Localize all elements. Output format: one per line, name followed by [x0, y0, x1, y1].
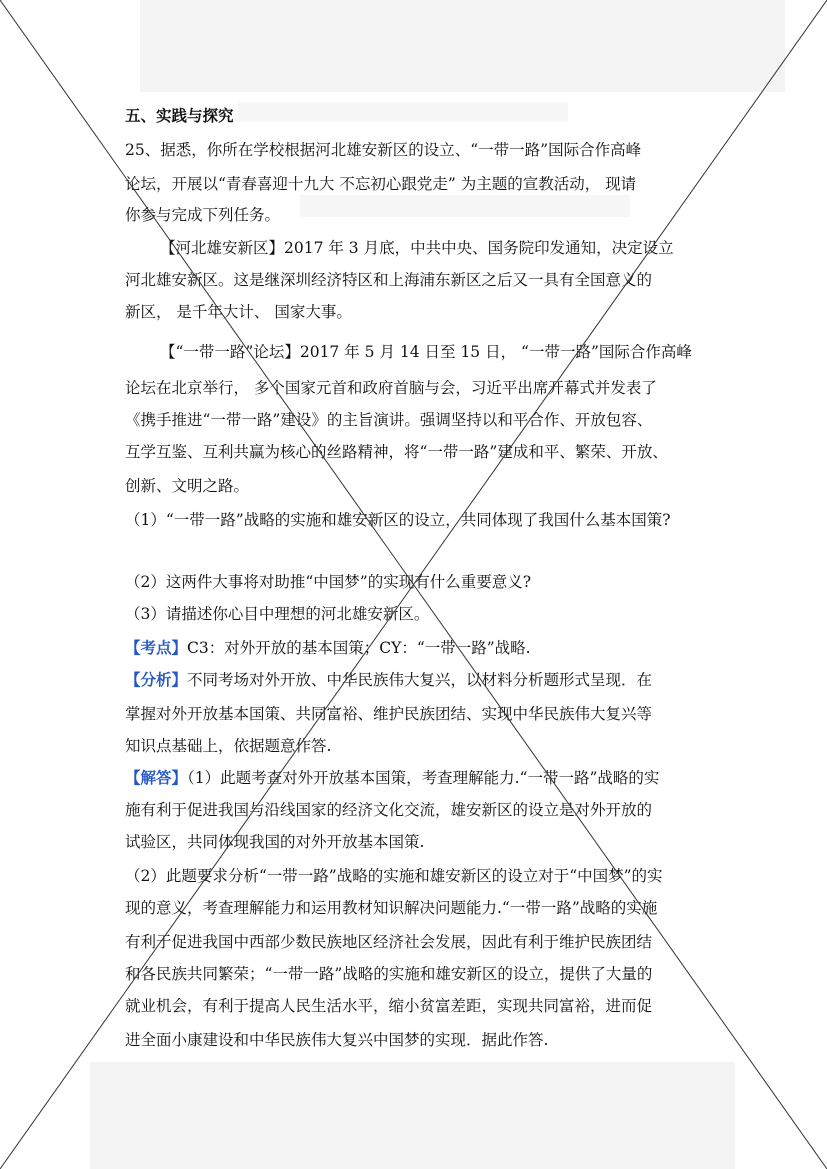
jieda-line: 现的意义，考查理解能力和运用教材知识解决问题能力.“一带一路”战略的实施 — [125, 899, 658, 917]
kaodian-text: C3：对外开放的基本国策；CY：“一带一路”战略. — [187, 639, 531, 657]
jieda-text: （1）此题考查对外开放基本国策，考查理解能力.“一带一路”战略的实 — [187, 769, 660, 787]
fenxi-text: 不同考场对外开放、中华民族伟大复兴，以材料分析题形式呈现．在 — [187, 671, 653, 689]
kaodian-tag: 【考点】 — [125, 638, 188, 657]
material-line: 【“一带一路”论坛】2017 年 5 月 14 日至 15 日， “一带一路”国际合作高峰 — [160, 343, 692, 361]
task-item: （1）“一带一路”战略的实施和雄安新区的设立，共同体现了我国什么基本国策? — [125, 511, 671, 529]
question-line: 论坛，开展以“青春喜迎十九大 不忘初心跟党走” 为主题的宣教活动， 现请 — [125, 175, 637, 193]
material-line: 【河北雄安新区】2017 年 3 月底，中共中央、国务院印发通知，决定设立 — [160, 239, 674, 257]
jieda-line: 有利于促进我国中西部少数民族地区经济社会发展，因此有利于维护民族团结 — [125, 933, 653, 951]
jieda-line: 进全面小康建设和中华民族伟大复兴中国梦的实现．据此作答. — [125, 1031, 549, 1049]
section-title: 五、实践与探究 — [125, 107, 234, 125]
task-item: （2）这两件大事将对助推“中国梦”的实现有什么重要意义? — [125, 573, 532, 591]
jieda-line: （2）此题要求分析“一带一路”战略的实施和雄安新区的设立对于“中国梦”的实 — [125, 867, 663, 885]
material-line: 新区， 是千年大计、 国家大事。 — [125, 303, 352, 321]
material-line: 论坛在北京举行， 多个国家元首和政府首脑与会，习近平出席开幕式并发表了 — [125, 379, 657, 397]
material-line: 河北雄安新区。这是继深圳经济特区和上海浦东新区之后又一具有全国意义的 — [125, 271, 653, 289]
jieda-line: 和各民族共同繁荣；“一带一路”战略的实施和雄安新区的设立，提供了大量的 — [125, 965, 653, 983]
question-line: 你参与完成下列任务。 — [125, 206, 281, 224]
task-item: （3）请描述你心目中理想的河北雄安新区。 — [125, 605, 430, 623]
fenxi-tag: 【分析】 — [125, 670, 188, 689]
jieda-line: 试验区，共同体现我国的对外开放基本国策. — [125, 833, 425, 851]
jieda-line: 施有利于促进我国与沿线国家的经济文化交流，雄安新区的设立是对外开放的 — [125, 801, 653, 819]
jieda-line: 就业机会，有利于提高人民生活水平，缩小贫富差距，实现共同富裕，进而促 — [125, 997, 653, 1015]
fenxi-line: 知识点基础上，依据题意作答. — [125, 737, 332, 755]
question-line: 25、据悉，你所在学校根据河北雄安新区的设立、“一带一路”国际合作高峰 — [125, 141, 642, 159]
material-line: 《携手推进“一带一路”建设》的主旨演讲。强调坚持以和平合作、开放包容、 — [125, 411, 653, 429]
jieda-tag: 【解答】 — [125, 768, 188, 787]
material-line: 创新、文明之路。 — [125, 477, 250, 495]
material-line: 互学互鉴、互利共赢为核心的丝路精神，将“一带一路”建成和平、繁荣、开放、 — [125, 443, 668, 461]
fenxi-line: 掌握对外开放基本国策、共同富裕、维护民族团结、实现中华民族伟大复兴等 — [125, 705, 653, 723]
